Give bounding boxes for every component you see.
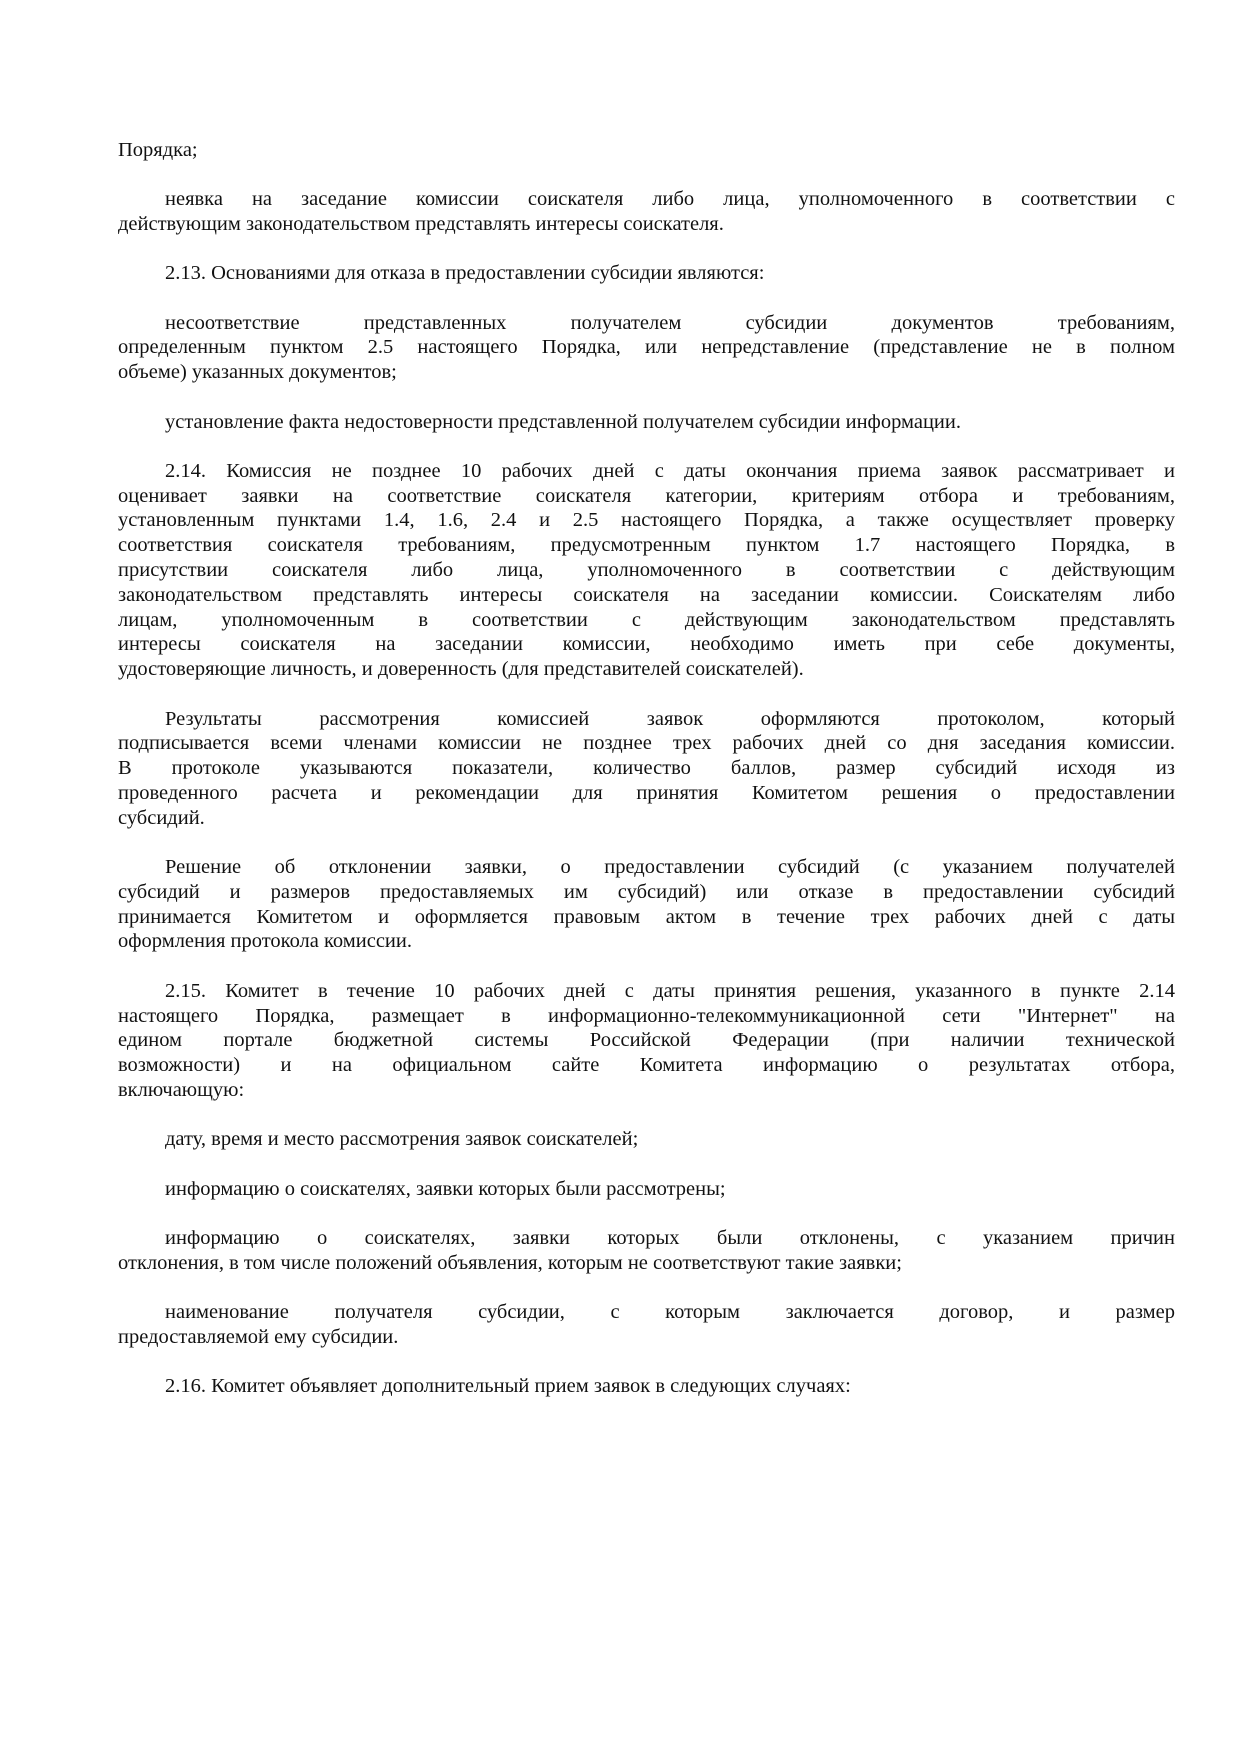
- text-line: субсидий и размеров предоставляемых им субсидий) или отказе в предоставлении субсидий: [118, 880, 1175, 903]
- text-line: субсидий.: [118, 806, 205, 829]
- text-line: 2.15. Комитет в течение 10 рабочих дней с даты принятия решения, указанного в пункте 2.14: [165, 979, 1175, 1002]
- text-line: едином портале бюджетной системы Российской Федерации (при наличии технической: [118, 1029, 1175, 1052]
- paragraph: [118, 410, 1175, 435]
- paragraph: [118, 979, 1175, 1103]
- paragraph: [118, 261, 1175, 286]
- text-line: присутствии соискателя либо лица, уполномоченного в соответствии с действующим: [118, 559, 1175, 582]
- text-line: В протоколе указываются показатели, количество баллов, размер субсидий исходя из: [118, 757, 1175, 780]
- text-line: 2.16. Комитет объявляет дополнительный прием заявок в следующих случаях:: [165, 1374, 851, 1397]
- text-line: предоставляемой ему субсидии.: [118, 1325, 399, 1348]
- paragraph: [118, 138, 1175, 163]
- paragraph: [118, 1226, 1175, 1276]
- text-line: настоящего Порядка, размещает в информационно-телекоммуникационной сети "Интернет" на: [118, 1004, 1175, 1027]
- text-line: дату, время и место рассмотрения заявок соискателей;: [165, 1128, 639, 1151]
- text-line: информацию о соискателях, заявки которых были рассмотрены;: [165, 1177, 726, 1200]
- text-line: интересы соискателя на заседании комиссии, необходимо иметь при себе документы,: [118, 633, 1175, 656]
- text-line: несоответствие представленных получателем субсидии документов требованиям,: [165, 311, 1175, 334]
- text-line: 2.13. Основаниями для отказа в предоставлении субсидии являются:: [165, 262, 765, 285]
- text-line: установление факта недостоверности представленной получателем субсидии информации.: [165, 410, 961, 433]
- text-line: объеме) указанных документов;: [118, 361, 397, 384]
- text-line: информацию о соискателях, заявки которых были отклонены, с указанием причин: [165, 1226, 1175, 1249]
- paragraph: [118, 187, 1175, 237]
- text-line: удостоверяющие личность, и доверенность (для представителей соискателей).: [118, 658, 804, 681]
- text-line: действующим законодательством представлять интересы соискателя.: [118, 213, 724, 236]
- text-line: наименование получателя субсидии, с которым заключается договор, и размер: [165, 1300, 1175, 1323]
- paragraph: [118, 1300, 1175, 1350]
- paragraph: [118, 1177, 1175, 1202]
- paragraph: [118, 459, 1175, 682]
- text-line: установленным пунктами 1.4, 1.6, 2.4 и 2.5 настоящего Порядка, а также осуществляет проверку: [118, 509, 1175, 532]
- paragraph: [118, 855, 1175, 954]
- text-line: проведенного расчета и рекомендации для принятия Комитетом решения о предоставлении: [118, 781, 1175, 804]
- text-line: включающую:: [118, 1078, 245, 1101]
- text-line: соответствия соискателя требованиям, предусмотренным пунктом 1.7 настоящего Порядка, в: [118, 534, 1175, 557]
- paragraph: [118, 707, 1175, 831]
- text-line: оценивает заявки на соответствие соискателя категории, критериям отбора и требованиям,: [118, 484, 1175, 507]
- text-line: принимается Комитетом и оформляется правовым актом в течение трех рабочих дней с даты: [118, 905, 1175, 928]
- text-line: Результаты рассмотрения комиссией заявок оформляются протоколом, который: [165, 707, 1175, 730]
- text-line: отклонения, в том числе положений объявления, которым не соответствуют такие заявки;: [118, 1251, 902, 1274]
- text-line: возможности) и на официальном сайте Комитета информацию о результатах отбора,: [118, 1054, 1175, 1077]
- text-line: оформления протокола комиссии.: [118, 930, 412, 953]
- text-line: 2.14. Комиссия не позднее 10 рабочих дней с даты окончания приема заявок рассматривает и: [165, 459, 1175, 482]
- text-line: подписывается всеми членами комиссии не позднее трех рабочих дней со дня заседания комиссии.: [118, 732, 1175, 755]
- text-line: Порядка;: [118, 139, 198, 161]
- text-line: законодательством представлять интересы соискателя на заседании комиссии. Соискателям либо: [118, 583, 1175, 606]
- text-line: Решение об отклонении заявки, о предоставлении субсидий (с указанием получателей: [165, 856, 1175, 879]
- text-line: определенным пунктом 2.5 настоящего Порядка, или непредставление (представление не в полном: [118, 336, 1175, 359]
- paragraph: [118, 1127, 1175, 1152]
- document-page: [118, 138, 1175, 1423]
- paragraph: [118, 311, 1175, 385]
- paragraph: [118, 1374, 1175, 1399]
- text-line: лицам, уполномоченным в соответствии с действующим законодательством представлять: [118, 608, 1175, 631]
- text-line: неявка на заседание комиссии соискателя либо лица, уполномоченного в соответствии с: [165, 188, 1175, 211]
